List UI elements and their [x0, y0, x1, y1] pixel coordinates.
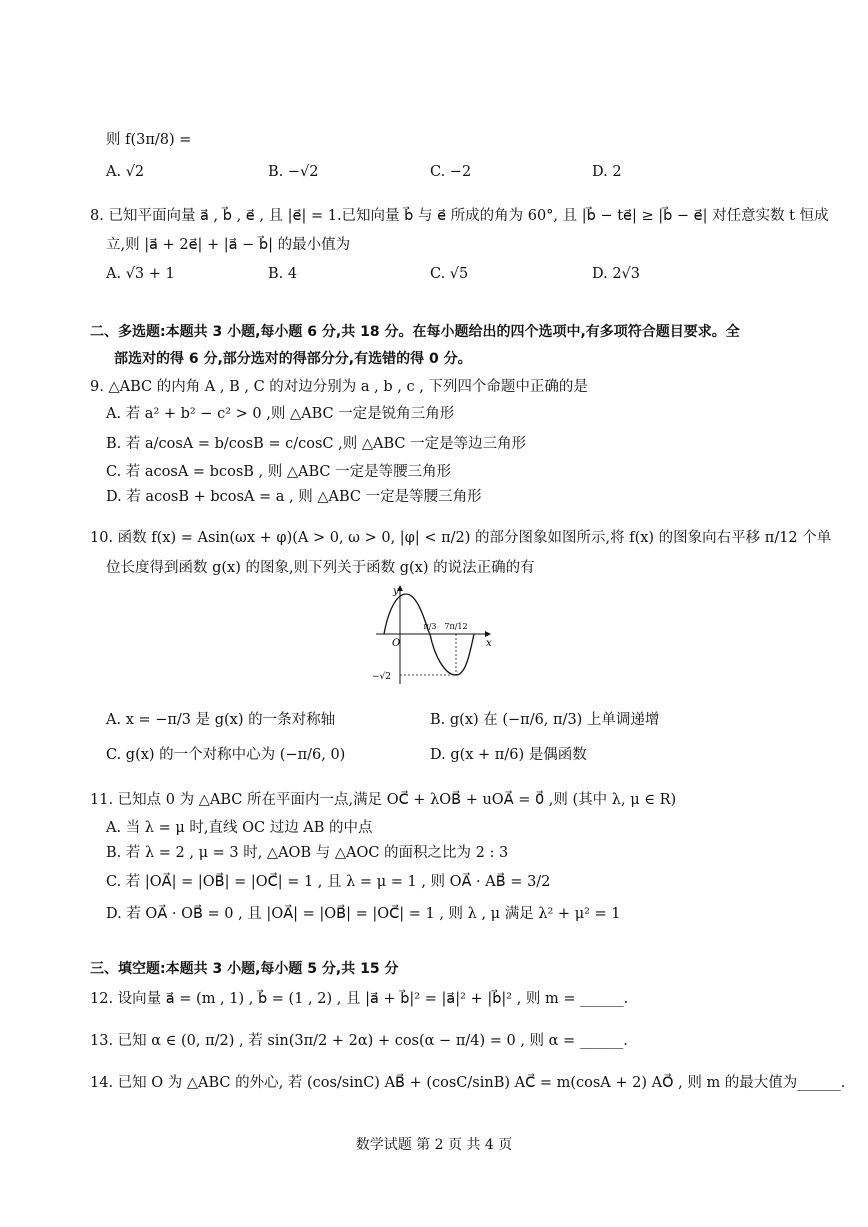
- q7-option-d: D. 2: [592, 164, 622, 180]
- graph-tick-7pi-12: 7π/12: [444, 622, 468, 631]
- q9-option-b: B. 若 a/cosA = b/cosB = c/cosC ,则 △ABC 一定是等边三角形: [106, 436, 527, 452]
- sine-graph-figure: [372, 582, 502, 688]
- q9-stem: 9. △ABC 的内角 A , B , C 的对边分别为 a , b , c , 下列四个命题中正确的是: [90, 379, 588, 395]
- q8-stem-line1: 8. 已知平面向量 a⃗ , b⃗ , e⃗ , 且 |e⃗| = 1.已知向量 b⃗ 与 e⃗ 所成的角为 60°, 且 |b⃗ − te⃗| ≥ |b⃗ − e⃗| 对任意实数 t 恒成: [90, 208, 829, 224]
- q11-option-a: A. 当 λ = μ 时,直线 OC 过边 AB 的中点: [106, 820, 373, 836]
- q9-option-d: D. 若 acosB + bcosA = a , 则 △ABC 一定是等腰三角形: [106, 489, 482, 505]
- q11-option-d: D. 若 OA⃗ · OB⃗ = 0 , 且 |OA⃗| = |OB⃗| = |OC⃗| = 1 , 则 λ , μ 满足 λ² + μ² = 1: [106, 906, 621, 922]
- graph-y-label: y: [393, 586, 399, 597]
- graph-tick-pi-3: π/3: [423, 622, 437, 631]
- q10-option-d: D. g(x + π/6) 是偶函数: [430, 747, 587, 763]
- q10-stem-line2: 位长度得到函数 g(x) 的图象,则下列关于函数 g(x) 的说法正确的有: [106, 560, 535, 576]
- q7-option-c: C. −2: [430, 164, 472, 180]
- q9-option-a: A. 若 a² + b² − c² > 0 ,则 △ABC 一定是锐角三角形: [106, 406, 455, 422]
- q8-stem-line2: 立,则 |a⃗ + 2e⃗| + |a⃗ − b⃗| 的最小值为: [106, 237, 351, 253]
- q8-option-c: C. √5: [430, 266, 469, 282]
- graph-min-label: −√2: [372, 672, 392, 682]
- q10-option-b: B. g(x) 在 (−π/6, π/3) 上单调递增: [430, 712, 660, 728]
- page-footer: 数学试题 第 2 页 共 4 页: [355, 1137, 513, 1153]
- q10-stem-line1: 10. 函数 f(x) = Asin(ωx + φ)(A > 0, ω > 0, |φ| < π/2) 的部分图象如图所示,将 f(x) 的图象向右平移 π/12 个单: [90, 530, 832, 546]
- q11-option-c: C. 若 |OA⃗| = |OB⃗| = |OC⃗| = 1 , 且 λ = μ = 1 , 则 OA⃗ · AB⃗ = 3/2: [106, 874, 551, 890]
- q10-option-c: C. g(x) 的一个对称中心为 (−π/6, 0): [106, 747, 346, 763]
- q14-text: 14. 已知 O 为 △ABC 的外心, 若 (cos/sinC) AB⃗ + (cosC/sinB) AC⃗ = m(cosA + 2) AO⃗ , 则 m 的最大值为______.: [90, 1075, 846, 1091]
- q9-option-c: C. 若 acosA = bcosB , 则 △ABC 一定是等腰三角形: [106, 464, 452, 480]
- section2-heading-line2: 部选对的得 6 分,部分选对的得部分分,有选错的得 0 分。: [114, 351, 472, 367]
- q11-option-b: B. 若 λ = 2 , μ = 3 时, △AOB 与 △AOC 的面积之比为 2 : 3: [106, 845, 509, 861]
- q8-option-a: A. √3 + 1: [106, 266, 175, 282]
- section3-heading: 三、填空题:本题共 3 小题,每小题 5 分,共 15 分: [90, 961, 399, 977]
- q13-text: 13. 已知 α ∈ (0, π/2) , 若 sin(3π/2 + 2α) + cos(α − π/4) = 0 , 则 α = ______.: [90, 1033, 628, 1049]
- q8-option-b: B. 4: [268, 266, 298, 282]
- q8-option-d: D. 2√3: [592, 266, 641, 282]
- section2-heading-line1: 二、多选题:本题共 3 小题,每小题 6 分,共 18 分。在每小题给出的四个选项中,有多项符合题目要求。全: [90, 324, 740, 340]
- q11-stem: 11. 已知点 0 为 △ABC 所在平面内一点,满足 OC⃗ + λOB⃗ + uOA⃗ = 0⃗ ,则 (其中 λ, μ ∈ R): [90, 792, 677, 808]
- q7-option-a: A. √2: [106, 164, 145, 180]
- q7-stem: 则 f(3π/8) =: [106, 132, 192, 148]
- graph-x-label: x: [486, 638, 492, 649]
- graph-origin-label: O: [392, 638, 401, 649]
- q7-option-b: B. −√2: [268, 164, 319, 180]
- q10-option-a: A. x = −π/3 是 g(x) 的一条对称轴: [106, 712, 336, 728]
- q12-text: 12. 设向量 a⃗ = (m , 1) , b⃗ = (1 , 2) , 且 |a⃗ + b⃗|² = |a⃗|² + |b⃗|² , 则 m = ______.: [90, 991, 629, 1007]
